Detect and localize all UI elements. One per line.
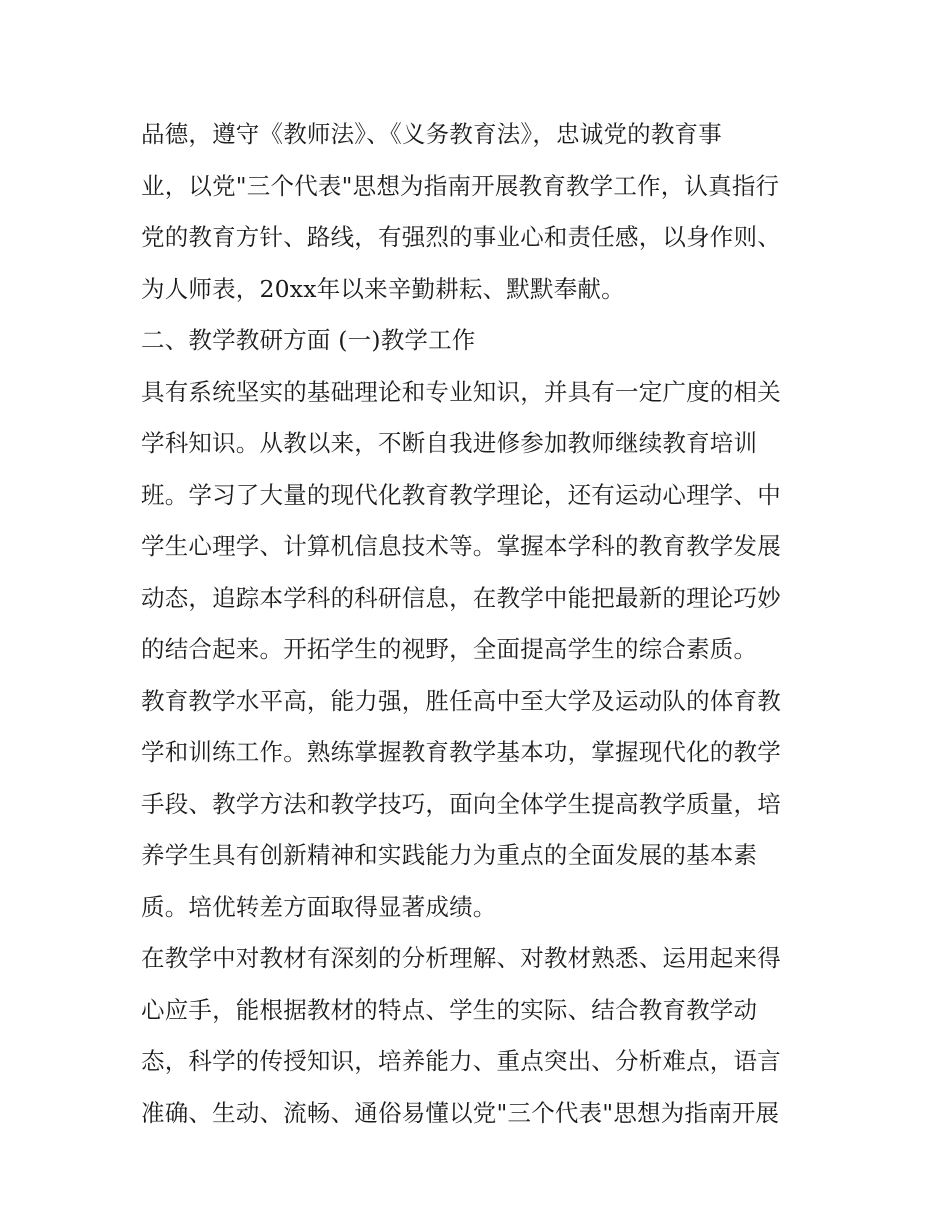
text-line: 为人师表，20xx年以来辛勤耕耘、默默奉献。 (141, 274, 625, 303)
text-line: 质。培优转差方面取得显著成绩。 (141, 892, 497, 921)
text-line: 教育教学水平高，能力强，胜任高中至大学及运动队的体育教 (141, 686, 781, 715)
text-line: 养学生具有创新精神和实践能力为重点的全面发展的基本素 (141, 841, 758, 869)
text-line: 手段、教学方法和教学技巧，面向全体学生提高教学质量，培 (141, 789, 781, 818)
text-line: 心应手，能根据教材的特点、学生的实际、结合教育教学动 (141, 995, 758, 1024)
text-line: 在教学中对教材有深刻的分析理解、对教材熟悉、运用起来得 (141, 944, 781, 972)
text-line: 学生心理学、计算机信息技术等。掌握本学科的教育教学发展 (141, 532, 781, 560)
text-line: 动态，追踪本学科的科研信息，在教学中能把最新的理论巧妙 (141, 583, 781, 612)
text-line: 班。学习了大量的现代化教育教学理论，还有运动心理学、中 (141, 480, 781, 509)
document-body (141, 109, 816, 1139)
text-line: 业，以党"三个代表"思想为指南开展教育教学工作，认真指行 (141, 171, 780, 200)
section-heading: 二、教学教研方面 (一)教学工作 (141, 326, 476, 354)
text-line: 党的教育方针、路线，有强烈的事业心和责任感，以身作则、 (141, 223, 781, 251)
text-line: 具有系统坚实的基础理论和专业知识，并具有一定广度的相关 (141, 377, 781, 406)
text-line: 学和训练工作。熟练掌握教育教学基本功，掌握现代化的教学 (141, 738, 781, 766)
text-line: 的结合起来。开拓学生的视野，全面提高学生的综合素质。 (141, 635, 758, 663)
text-line: 准确、生动、流畅、通俗易懂以党"三个代表"思想为指南开展 (141, 1098, 780, 1127)
text-line: 学科知识。从教以来，不断自我进修参加教师继续教育培训 (141, 429, 758, 457)
text-line: 品德，遵守《教师法》、《义务教育法》，忠诚党的教育事 (141, 120, 722, 148)
text-line: 态，科学的传授知识，培养能力、重点突出、分析难点，语言 (141, 1047, 781, 1075)
